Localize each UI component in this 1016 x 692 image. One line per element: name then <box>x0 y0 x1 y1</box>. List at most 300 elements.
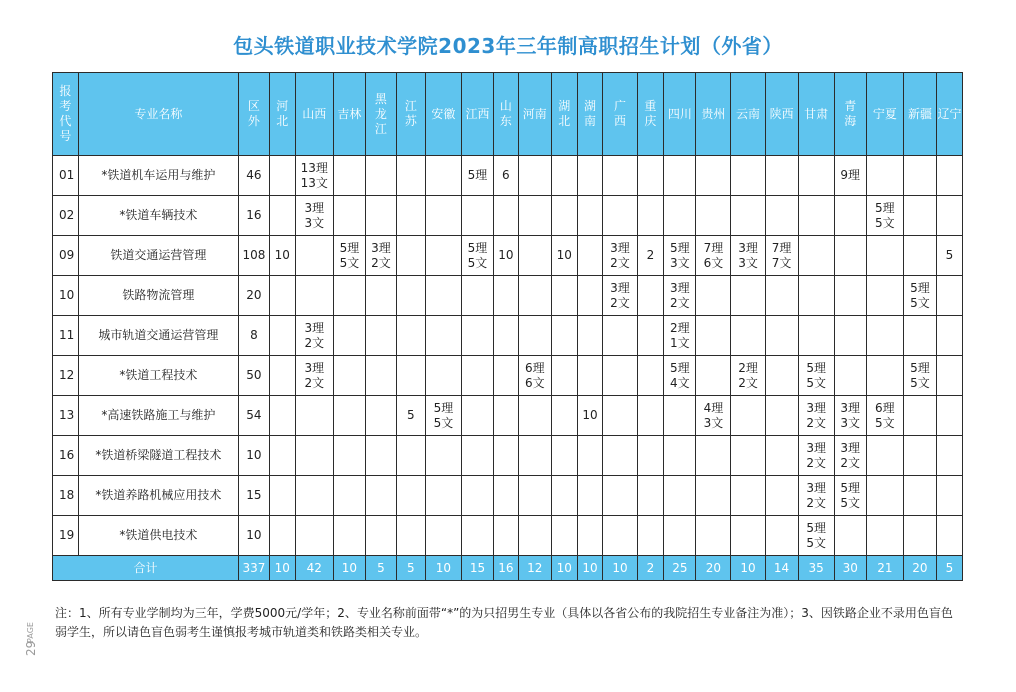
row-quota <box>518 436 551 476</box>
row-quota <box>518 516 551 556</box>
total-value: 12 <box>518 556 551 581</box>
row-quota <box>936 516 962 556</box>
row-quota <box>798 276 834 316</box>
row-quota <box>365 276 396 316</box>
row-quota <box>518 236 551 276</box>
row-quota <box>936 196 962 236</box>
row-code: 19 <box>53 516 79 556</box>
row-quota <box>461 396 493 436</box>
row-quota: 15 <box>238 476 269 516</box>
row-quota <box>834 476 866 516</box>
row-quota <box>295 156 333 196</box>
header-code-label: 报考代号 <box>59 84 72 143</box>
row-quota <box>866 156 903 196</box>
total-value: 5 <box>365 556 396 581</box>
row-quota <box>269 396 295 436</box>
row-quota <box>269 436 295 476</box>
table-row <box>53 196 963 236</box>
table-row <box>53 396 963 436</box>
row-quota: 20 <box>238 276 269 316</box>
row-quota <box>731 236 765 276</box>
row-quota <box>798 316 834 356</box>
row-quota <box>493 356 518 396</box>
row-code: 16 <box>53 436 79 476</box>
row-code: 12 <box>53 356 79 396</box>
row-quota <box>493 396 518 436</box>
row-quota <box>798 476 834 516</box>
row-quota: 16 <box>238 196 269 236</box>
header-province: 山西 <box>295 73 333 156</box>
row-quota <box>333 196 365 236</box>
row-quota <box>551 476 577 516</box>
row-quota <box>696 236 731 276</box>
quota-value: 3理 2文 <box>610 280 630 310</box>
total-value: 10 <box>577 556 603 581</box>
row-quota <box>936 316 962 356</box>
row-quota: 9理 <box>834 156 866 196</box>
total-value: 10 <box>731 556 765 581</box>
header-province: 贵州 <box>696 73 731 156</box>
row-quota: 8 <box>238 316 269 356</box>
row-quota <box>664 196 696 236</box>
total-value: 14 <box>765 556 798 581</box>
row-quota <box>731 156 765 196</box>
row-quota <box>637 396 664 436</box>
row-quota <box>365 236 396 276</box>
row-quota <box>936 436 962 476</box>
row-quota <box>425 436 461 476</box>
row-major: *铁道车辆技术 <box>78 196 238 236</box>
row-major: 城市轨道交通运营管理 <box>78 316 238 356</box>
row-quota <box>396 156 425 196</box>
row-quota <box>765 316 798 356</box>
row-quota <box>731 316 765 356</box>
page-label: PAGE <box>25 622 35 643</box>
row-code: 01 <box>53 156 79 196</box>
row-quota <box>936 276 962 316</box>
row-quota <box>798 396 834 436</box>
row-quota <box>731 396 765 436</box>
row-quota: 10 <box>238 436 269 476</box>
row-quota <box>493 516 518 556</box>
row-quota <box>903 156 936 196</box>
row-quota <box>603 436 637 476</box>
row-quota <box>903 196 936 236</box>
row-quota <box>834 396 866 436</box>
header-province <box>834 73 866 156</box>
quota-value: 3理 2文 <box>670 280 690 310</box>
row-quota <box>396 356 425 396</box>
row-quota <box>936 396 962 436</box>
row-quota <box>295 236 333 276</box>
row-code: 13 <box>53 396 79 436</box>
row-quota <box>425 396 461 436</box>
row-quota: 5 <box>936 236 962 276</box>
row-quota <box>696 396 731 436</box>
row-quota <box>333 476 365 516</box>
row-quota <box>637 476 664 516</box>
row-quota <box>425 276 461 316</box>
row-quota <box>365 156 396 196</box>
header-province-label: 江苏 <box>404 99 417 128</box>
header-province-label: 黑龙江 <box>374 91 387 136</box>
row-quota <box>637 316 664 356</box>
row-quota <box>577 236 603 276</box>
quota-value: 6理 5文 <box>875 400 895 430</box>
row-quota: 50 <box>238 356 269 396</box>
row-quota <box>936 476 962 516</box>
row-quota <box>577 316 603 356</box>
row-quota <box>664 516 696 556</box>
quota-value: 3理 2文 <box>806 400 826 430</box>
row-quota <box>866 516 903 556</box>
header-province: 云南 <box>731 73 765 156</box>
row-quota <box>603 156 637 196</box>
quota-value: 3理 3文 <box>840 400 861 430</box>
row-quota <box>396 476 425 516</box>
row-quota <box>765 516 798 556</box>
row-quota <box>269 316 295 356</box>
header-province <box>493 73 518 156</box>
row-quota: 10 <box>238 516 269 556</box>
row-quota <box>866 356 903 396</box>
quota-value: 3理 2文 <box>371 240 391 270</box>
quota-value: 5理 5文 <box>806 520 826 550</box>
row-quota <box>696 196 731 236</box>
row-code: 02 <box>53 196 79 236</box>
row-quota <box>333 516 365 556</box>
row-quota <box>577 156 603 196</box>
header-province: 四川 <box>664 73 696 156</box>
row-quota: 5理 <box>461 156 493 196</box>
total-value: 16 <box>493 556 518 581</box>
quota-value: 7理 6文 <box>703 240 724 270</box>
header-province-label: 湖南 <box>584 99 597 128</box>
header-province: 甘肃 <box>798 73 834 156</box>
row-major: 铁道交通运营管理 <box>78 236 238 276</box>
row-quota <box>333 156 365 196</box>
header-province: 宁夏 <box>866 73 903 156</box>
row-quota <box>765 476 798 516</box>
row-quota <box>518 396 551 436</box>
row-quota <box>551 276 577 316</box>
row-quota <box>798 516 834 556</box>
row-major: 铁路物流管理 <box>78 276 238 316</box>
quota-value: 13理 13文 <box>300 160 328 190</box>
header-province-label: 山东 <box>499 99 512 128</box>
row-quota <box>664 156 696 196</box>
row-quota <box>295 396 333 436</box>
table-row <box>53 476 963 516</box>
quota-value: 5理 5文 <box>806 360 826 390</box>
row-quota <box>295 196 333 236</box>
row-quota <box>365 396 396 436</box>
table-row <box>53 236 963 276</box>
row-quota <box>425 516 461 556</box>
row-quota <box>518 156 551 196</box>
row-quota <box>696 276 731 316</box>
row-quota <box>396 436 425 476</box>
table-row <box>53 436 963 476</box>
row-quota <box>461 436 493 476</box>
row-quota <box>603 516 637 556</box>
row-quota <box>396 236 425 276</box>
row-quota <box>269 516 295 556</box>
quota-value: 5理 5文 <box>467 240 488 270</box>
row-quota <box>765 156 798 196</box>
quota-value: 3理 3文 <box>304 200 325 230</box>
row-quota <box>936 156 962 196</box>
row-quota <box>295 516 333 556</box>
header-province <box>637 73 664 156</box>
quota-value: 3理 2文 <box>610 240 630 270</box>
total-value: 20 <box>696 556 731 581</box>
row-quota: 5 <box>396 396 425 436</box>
row-quota <box>333 436 365 476</box>
row-quota <box>603 476 637 516</box>
row-quota <box>696 356 731 396</box>
row-quota <box>551 356 577 396</box>
row-quota <box>664 476 696 516</box>
quota-value: 5理 5文 <box>433 400 454 430</box>
header-province: 江西 <box>461 73 493 156</box>
row-quota <box>903 516 936 556</box>
header-province <box>603 73 637 156</box>
row-major: *铁道桥梁隧道工程技术 <box>78 436 238 476</box>
header-province: 河南 <box>518 73 551 156</box>
row-quota <box>798 196 834 236</box>
row-quota <box>269 276 295 316</box>
row-quota <box>731 196 765 236</box>
row-quota <box>603 196 637 236</box>
row-quota <box>765 436 798 476</box>
header-province <box>238 73 269 156</box>
row-quota <box>903 276 936 316</box>
row-quota <box>365 436 396 476</box>
row-quota <box>936 356 962 396</box>
table-row <box>53 156 963 196</box>
quota-value: 5理 3文 <box>670 240 690 270</box>
header-province: 新疆 <box>903 73 936 156</box>
header-province-label: 湖北 <box>558 99 571 128</box>
row-code: 11 <box>53 316 79 356</box>
row-quota <box>396 276 425 316</box>
row-quota <box>396 516 425 556</box>
row-quota <box>637 156 664 196</box>
row-quota <box>866 196 903 236</box>
row-quota: 10 <box>577 396 603 436</box>
row-quota <box>834 196 866 236</box>
header-province: 辽宁 <box>936 73 962 156</box>
row-quota <box>425 356 461 396</box>
row-quota <box>696 516 731 556</box>
row-quota <box>295 276 333 316</box>
page-number: 29 <box>24 640 38 656</box>
row-quota <box>577 276 603 316</box>
row-quota <box>834 436 866 476</box>
row-quota <box>603 236 637 276</box>
total-value: 10 <box>603 556 637 581</box>
row-quota <box>696 476 731 516</box>
row-code: 09 <box>53 236 79 276</box>
header-province-label: 重庆 <box>644 99 657 128</box>
quota-value: 3理 2文 <box>304 320 325 350</box>
total-value: 30 <box>834 556 866 581</box>
row-quota <box>765 396 798 436</box>
quota-value: 5理 5文 <box>339 240 360 270</box>
row-quota <box>798 356 834 396</box>
row-quota <box>396 196 425 236</box>
total-value: 10 <box>333 556 365 581</box>
row-quota <box>696 436 731 476</box>
row-quota <box>551 196 577 236</box>
row-quota <box>577 356 603 396</box>
total-value: 21 <box>866 556 903 581</box>
row-quota <box>731 356 765 396</box>
row-quota <box>603 316 637 356</box>
row-quota <box>269 476 295 516</box>
header-province <box>396 73 425 156</box>
row-quota <box>551 156 577 196</box>
total-value: 35 <box>798 556 834 581</box>
row-quota <box>903 396 936 436</box>
row-quota <box>551 396 577 436</box>
row-quota <box>577 516 603 556</box>
row-quota <box>333 276 365 316</box>
row-quota <box>903 356 936 396</box>
row-quota: 46 <box>238 156 269 196</box>
row-quota <box>269 156 295 196</box>
table-row <box>53 516 963 556</box>
row-quota <box>834 356 866 396</box>
row-major: *铁道机车运用与维护 <box>78 156 238 196</box>
footnote: 注：1、所有专业学制均为三年，学费5000元/学年；2、专业名称前面带“*”的为只招男生专业（具体以各省公布的我院招生专业备注为准）；3、因铁路企业不录用色盲色弱学生，所以请色盲色弱考生谨慎报考城市轨道类和铁路类相关专业。 <box>55 606 953 639</box>
page-title: 包头铁道职业技术学院2023年三年制高职招生计划（外省） <box>233 34 783 58</box>
row-quota <box>834 276 866 316</box>
row-quota <box>731 276 765 316</box>
row-quota <box>765 196 798 236</box>
row-quota <box>461 476 493 516</box>
row-quota <box>333 236 365 276</box>
header-province: 陕西 <box>765 73 798 156</box>
total-value: 15 <box>461 556 493 581</box>
row-quota <box>425 156 461 196</box>
row-quota <box>798 156 834 196</box>
row-quota <box>425 316 461 356</box>
row-quota <box>765 276 798 316</box>
header-province <box>365 73 396 156</box>
total-value: 337 <box>238 556 269 581</box>
row-quota <box>333 356 365 396</box>
row-quota <box>551 316 577 356</box>
row-quota: 6 <box>493 156 518 196</box>
total-value: 10 <box>269 556 295 581</box>
row-quota <box>731 476 765 516</box>
row-code: 18 <box>53 476 79 516</box>
row-quota <box>577 436 603 476</box>
row-quota <box>333 396 365 436</box>
total-value: 10 <box>425 556 461 581</box>
row-quota <box>903 436 936 476</box>
row-quota <box>866 276 903 316</box>
row-quota <box>269 196 295 236</box>
quota-value: 4理 3文 <box>703 400 724 430</box>
row-major: *铁道供电技术 <box>78 516 238 556</box>
row-quota <box>637 516 664 556</box>
header-code <box>53 73 79 156</box>
quota-value: 5理 4文 <box>670 360 690 390</box>
row-quota <box>696 156 731 196</box>
header-province-label: 区外 <box>247 99 260 128</box>
header-major: 专业名称 <box>78 73 238 156</box>
row-quota <box>461 276 493 316</box>
row-quota <box>295 436 333 476</box>
row-quota <box>664 356 696 396</box>
quota-value: 7理 7文 <box>771 240 792 270</box>
row-major: *高速铁路施工与维护 <box>78 396 238 436</box>
total-value: 5 <box>396 556 425 581</box>
row-quota <box>365 476 396 516</box>
row-quota <box>903 316 936 356</box>
row-quota <box>866 316 903 356</box>
header-province <box>269 73 295 156</box>
row-quota <box>425 476 461 516</box>
quota-value: 2理 2文 <box>738 360 758 390</box>
total-value: 10 <box>551 556 577 581</box>
row-quota <box>765 236 798 276</box>
row-quota <box>866 476 903 516</box>
row-quota <box>664 396 696 436</box>
quota-value: 5理 5文 <box>840 480 861 510</box>
row-quota: 10 <box>493 236 518 276</box>
row-quota <box>518 356 551 396</box>
row-quota: 2 <box>637 236 664 276</box>
header-province <box>551 73 577 156</box>
row-quota <box>295 356 333 396</box>
quota-value: 5理 5文 <box>910 280 930 310</box>
row-quota <box>834 236 866 276</box>
row-quota <box>461 356 493 396</box>
row-quota <box>731 436 765 476</box>
row-quota: 108 <box>238 236 269 276</box>
row-quota <box>425 236 461 276</box>
row-quota <box>603 356 637 396</box>
row-quota <box>493 436 518 476</box>
row-quota: 10 <box>269 236 295 276</box>
total-value: 2 <box>637 556 664 581</box>
row-quota <box>518 316 551 356</box>
quota-value: 2理 1文 <box>670 320 690 350</box>
row-quota <box>798 236 834 276</box>
row-quota <box>493 276 518 316</box>
row-quota <box>461 316 493 356</box>
row-quota <box>637 196 664 236</box>
row-quota <box>834 316 866 356</box>
row-quota <box>903 236 936 276</box>
quota-value: 6理 6文 <box>524 360 545 390</box>
row-quota <box>603 276 637 316</box>
row-quota <box>396 316 425 356</box>
row-quota <box>551 516 577 556</box>
row-quota <box>365 516 396 556</box>
quota-value: 5理 5文 <box>875 200 895 230</box>
table-row <box>53 316 963 356</box>
row-quota <box>493 316 518 356</box>
total-value: 25 <box>664 556 696 581</box>
table-header <box>53 73 963 156</box>
row-quota <box>551 436 577 476</box>
row-quota <box>461 196 493 236</box>
